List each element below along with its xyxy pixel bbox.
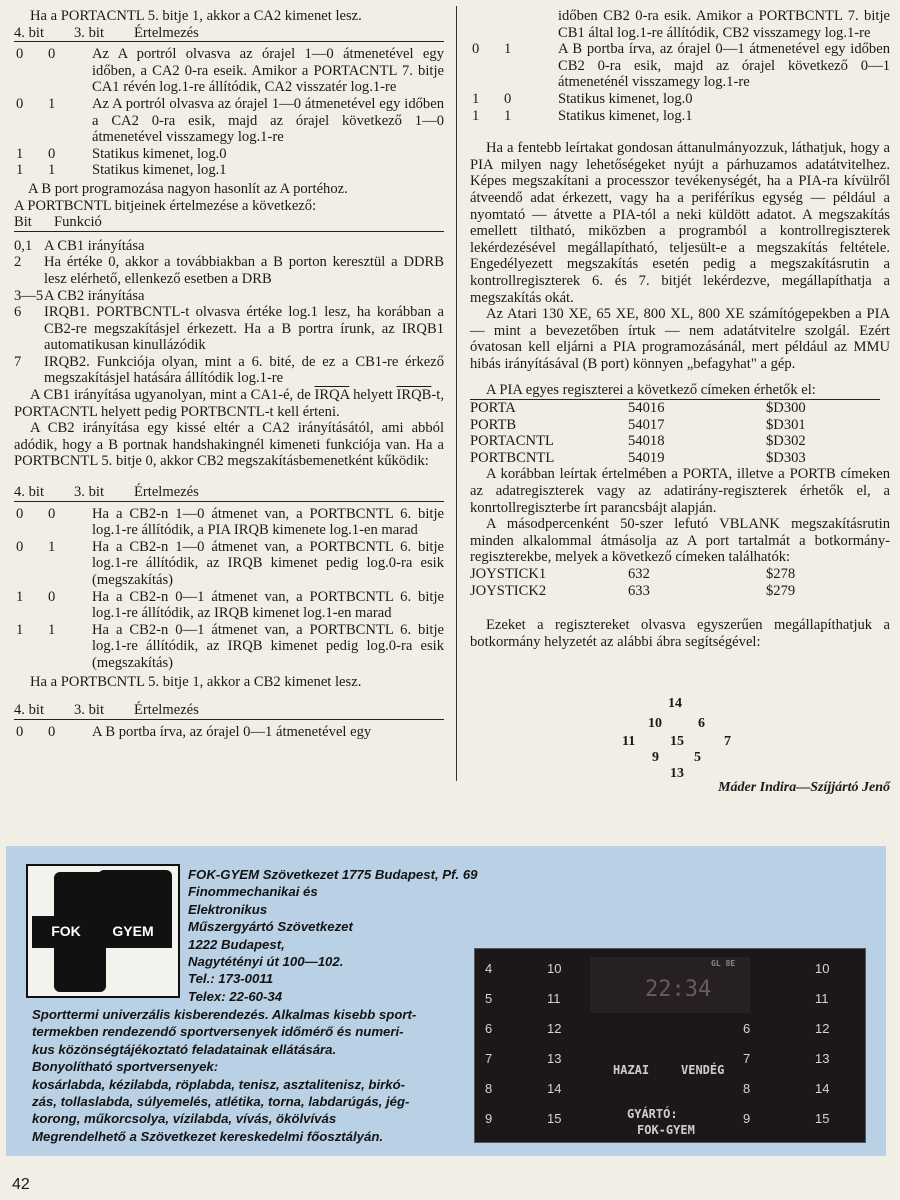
ad-line: Bonyolítható sportversenyek: xyxy=(32,1059,219,1075)
table-row: 3—5 A CB2 irányítása xyxy=(14,287,145,304)
ad-line: kus közönségtájékoztató feladatainak ellátására. xyxy=(32,1041,337,1057)
diagram-value: 7 xyxy=(724,734,731,749)
paragraph: A B port programozása nagyon hasonlít az A portéhoz. xyxy=(28,180,348,197)
divider xyxy=(14,231,444,232)
ad-line: Megrendelhető a Szövetkezet kereskedelmi főosztályán. xyxy=(32,1128,384,1144)
table-row: JOYSTICK2 633 $279 xyxy=(470,582,796,599)
scoreboard-small: GL 8E xyxy=(711,959,736,968)
ad-line: Műszergyártó Szövetkezet xyxy=(188,919,353,935)
ad-description xyxy=(32,1006,416,1145)
table-row: PORTA 54016 $D300 xyxy=(470,400,806,417)
page-number: 42 xyxy=(12,1176,30,1193)
scoreboard-player-number: 14 xyxy=(547,1081,562,1096)
paragraph: A CB2 irányítása egy kissé eltér a CA2 irányításától, ami abból adódik, hogy a B portnak handshakingnél kimeneti funkciója van. Ha a PORTBCNTL 5. bitje 0, akkor CB2 megszakításbemenetként kűködik: xyxy=(14,420,444,470)
table-row: 0 1 Ha a CB2-n 1—0 átmenet van, a PORTBCNTL 6. bitje log.1-re állítódik, az IRQB kimenet pedig log.0-ra esik (megszakítás) xyxy=(16,538,444,588)
table-row: 1 0 Statikus kimenet, log.0 xyxy=(472,90,693,107)
scoreboard-maker: FOK-GYEM xyxy=(637,1123,695,1137)
scoreboard-player-number: 15 xyxy=(815,1111,830,1126)
table-row: 0 0 Az A portról olvasva az órajel 1—0 átmenetével egy időben, a CA2 0-ra eseik. Amikor a PORTACNTL 7. bitje CA1 révén log.1-re állítódik, CA2 visszatér log.1-re xyxy=(16,46,444,96)
right-column xyxy=(470,8,890,650)
divider xyxy=(14,501,444,502)
scoreboard-player-number: 9 xyxy=(743,1111,751,1126)
ad-line: FOK-GYEM Szövetkezet 1775 Budapest, Pf. 69 xyxy=(188,867,478,882)
paragraph: A másodpercenként 50-szer lefutó VBLANK megszakításrutin minden alkalommal átmásolja az A port tartalmát a botkormány-regiszterekbe, melyek a következő címeken találhatók: xyxy=(470,516,890,566)
diagram-value: 9 xyxy=(652,750,659,765)
diagram-value: 14 xyxy=(668,696,682,711)
scoreboard-player-number: 7 xyxy=(743,1051,751,1066)
paragraph: A PORTBCNTL bitjeinek értelmezése a következő: xyxy=(14,197,317,214)
scoreboard-player-number: 10 xyxy=(547,961,562,976)
scoreboard-player-number: 12 xyxy=(547,1021,562,1036)
ad-line: Nagytétényi út 100—102. xyxy=(188,954,344,970)
scoreboard-player-number: 11 xyxy=(547,991,561,1006)
paragraph: Ha a PORTACNTL 5. bitje 1, akkor a CA2 kimenet lesz. xyxy=(30,8,362,24)
ad-line: Telex: 22-60-34 xyxy=(188,988,283,1004)
table-row: JOYSTICK1 632 $278 xyxy=(470,566,796,582)
scoreboard-player-number: 5 xyxy=(485,991,493,1006)
table-row: 6 IRQB1. PORTBCNTL-t olvasva értéke log.1 lesz, ha korábban a CB2-re megszakításjel érkezett. Ha a B portra írunk, az IRQB1 automatikusan kinullázódik xyxy=(14,304,444,354)
scoreboard-clock: 22:34 xyxy=(645,977,712,1002)
table-header: Bit Funkció xyxy=(14,214,102,231)
scoreboard-player-number: 6 xyxy=(485,1021,493,1036)
paragraph: Ha a fentebb leírtakat gondosan áttanulmányozzuk, láthatjuk, hogy a PIA milyen nagy lehetőségeket nyújt a párhuzamos adatátvitelhez. Képes megszakítani a processzor tevékenységét, ha a PIA-ra kívülről átveendő adat érkezett, vagy ha a periféríkus egység — például a nyomtató — átvette a PIA-tól a neki küldött adatot. A megszakítás emellett tiltható, miközben a programból a kontrollregiszterek lekérdezésével megállapítható, teljesült-e a megszakítás feltétele. Engedélyezett megszakítás esetén pedig a megszakításrutin a kontrollregiszterek 6. és 7. bitjét lekérdezve, megállapíthatja a megszakítás okát. xyxy=(470,140,890,306)
diagram-value: 10 xyxy=(648,716,662,731)
table-row: PORTBCNTL 54019 $D303 xyxy=(470,449,806,466)
ad-address xyxy=(188,866,477,1005)
paragraph: Ezeket a regisztereket olvasva egyszerűen megállapíthatjuk a botkormány helyzetét az alábbi ábra segítségével: xyxy=(470,617,890,650)
scoreboard-maker: GYÁRTÓ: xyxy=(627,1107,678,1121)
table-row: 0 0 Ha a CB2-n 1—0 átmenet van, a PORTBCNTL 6. bitje log.1-re állítódik, a PIA IRQB kimenete log.1-en marad xyxy=(16,505,444,539)
scoreboard-home: HAZAI xyxy=(613,1063,650,1077)
scoreboard-player-number: 7 xyxy=(485,1051,493,1066)
diagram-value: 11 xyxy=(622,734,636,749)
ad-line: Elektronikus xyxy=(188,901,268,917)
bit-table xyxy=(14,46,444,179)
advertisement xyxy=(6,846,886,1156)
function-table xyxy=(14,238,444,387)
ad-line: Sporttermi univerzális kisberendezés. Alkalmas kisebb sport- xyxy=(32,1007,417,1022)
table-header: 4. bit 3. bit Értelmezés xyxy=(14,484,199,501)
scoreboard-player-number: 14 xyxy=(815,1081,830,1096)
scoreboard-player-number: 8 xyxy=(485,1081,493,1096)
table-row: 1 1 Statikus kimenet, log.1 xyxy=(472,107,693,124)
scoreboard-image xyxy=(474,948,866,1143)
paragraph: A CB1 irányítása ugyanolyan, mint a CA1-é, de IRQA helyett IRQB-t, PORTACNTL helyett pedig PORTBCNTL-t kell érteni. xyxy=(14,387,444,420)
ad-line: Finommechanikai és xyxy=(188,884,318,900)
ad-line: termekben rendezendő sportversenyek időmérő és numeri- xyxy=(32,1024,404,1040)
ad-line: 1222 Budapest, xyxy=(188,936,285,952)
table-row: 1 1 Ha a CB2-n 0—1 átmenet van, a PORTBCNTL 6. bitje log.1-re állítódik, az IRQB kimenet pedig log.0-ra esik (megszakítás) xyxy=(16,621,444,671)
diagram-value: 15 xyxy=(670,734,684,749)
scoreboard-player-number: 8 xyxy=(743,1081,751,1096)
scoreboard-player-number: 15 xyxy=(547,1111,562,1126)
scoreboard-player-number: 4 xyxy=(485,961,493,976)
table-row: 0 0 A B portba írva, az órajel 0—1 átmenetével egy xyxy=(16,723,372,740)
table-row: 0 1 Az A portról olvasva az órajel 1—0 átmenetével egy időben a CA2 0-ra esik, majd az órajel következő 1—0 átmenetével visszamegy log.1-re xyxy=(16,95,444,146)
left-column xyxy=(14,8,444,740)
scoreboard-player-number: 13 xyxy=(815,1051,830,1066)
author-credit: Máder Indira—Szíjjártó Jenő xyxy=(718,780,890,795)
table-row: 7 IRQB2. Funkciója olyan, mint a 6. bité, de ez a CB1-re érkező megszakításjel hatására állítódik log.1-re xyxy=(14,353,444,387)
fok-gyem-logo xyxy=(26,864,180,998)
table-row: 1 0 Statikus kimenet, log.0 xyxy=(16,145,227,162)
logo-text-right: GYEM xyxy=(112,923,154,939)
diagram-value: 6 xyxy=(698,716,705,731)
divider xyxy=(14,719,444,720)
table-row: 0 1 A B portba írva, az órajel 0—1 átmenetével egy időben CB2 0-ra esik, majd az órajel következő 0—1 átmeneténél visszamegy log.1-re xyxy=(472,41,890,91)
divider xyxy=(14,41,444,42)
scoreboard-player-number: 6 xyxy=(743,1021,751,1036)
diagram-value: 5 xyxy=(694,750,701,765)
ad-line: kosárlabda, kézilabda, röplabda, tenisz, asztalitenisz, birkó- xyxy=(32,1076,406,1092)
ad-line: zás, tollaslabda, súlyemelés, atlétika, torna, labdarúgás, jég- xyxy=(32,1094,410,1110)
paragraph: Ha a PORTBCNTL 5. bitje 1, akkor a CB2 kimenet lesz. xyxy=(30,673,362,690)
ad-line: korong, műkorcsolya, vízilabda, vívás, ökölvívás xyxy=(32,1111,337,1127)
table-header: 4. bit 3. bit Értelmezés xyxy=(14,702,199,719)
table-row: 0,1 A CB1 irányítása xyxy=(14,237,145,254)
joystick-table xyxy=(470,566,890,599)
table-header: 4. bit 3. bit Értelmezés xyxy=(14,24,199,41)
scoreboard-player-number: 10 xyxy=(815,961,830,976)
paragraph: A PIA egyes regiszterei a következő címeken érhetők el: xyxy=(486,382,816,399)
joystick-diagram xyxy=(600,696,750,786)
diagram-value: 13 xyxy=(670,766,684,781)
paragraph: Az Atari 130 XE, 65 XE, 800 XL, 800 XE számítógepekben a PIA — mint a bevezetőben írtuk — nem adatátvitelre szolgál. Ezért óvatosan kell eljárni a PIA programozásánál, mert például az MMU hibás irányításával (B port) könnyen „befagyhat" a gép. xyxy=(470,306,890,372)
scoreboard-guest: VENDÉG xyxy=(681,1063,725,1077)
table-row: időben CB2 0-ra esik. Amikor a PORTBCNTL 7. bitje CB1 által log.1-re állítódik, CB2 visszamegy log.1-re xyxy=(558,8,890,41)
column-divider xyxy=(456,6,457,781)
scoreboard-player-number: 11 xyxy=(815,991,829,1006)
paragraph: A korábban leírtak értelmében a PORTA, illetve a PORTB címeken az adatregiszterek vagy az adatirány-regiszterek érhetők el, a konrtollregiszterbe írt parancsbájt alapján. xyxy=(470,466,890,516)
logo-text-left: FOK xyxy=(51,923,81,939)
scoreboard-player-number: 12 xyxy=(815,1021,830,1036)
table-row: 1 0 Ha a CB2-n 0—1 átmenet van, a PORTBCNTL 6. bitje log.1-re állítódik, az IRQB kimenet log.1-en marad xyxy=(16,588,444,622)
table-row: PORTB 54017 $D301 xyxy=(470,416,806,433)
table-row: 2 Ha értéke 0, akkor a továbbiakban a B porton keresztül a DDRB lesz elérhető, ellenkező esetben a DRB xyxy=(14,254,444,287)
table-row: 1 1 Statikus kimenet, log.1 xyxy=(16,162,227,179)
table-row: PORTACNTL 54018 $D302 xyxy=(470,433,806,450)
scoreboard-player-number: 9 xyxy=(485,1111,493,1126)
register-table xyxy=(470,400,890,466)
ad-line: Tel.: 173-0011 xyxy=(188,971,274,987)
bit-table xyxy=(470,41,890,124)
bit-table xyxy=(14,506,444,672)
scoreboard-player-number: 13 xyxy=(547,1051,562,1066)
